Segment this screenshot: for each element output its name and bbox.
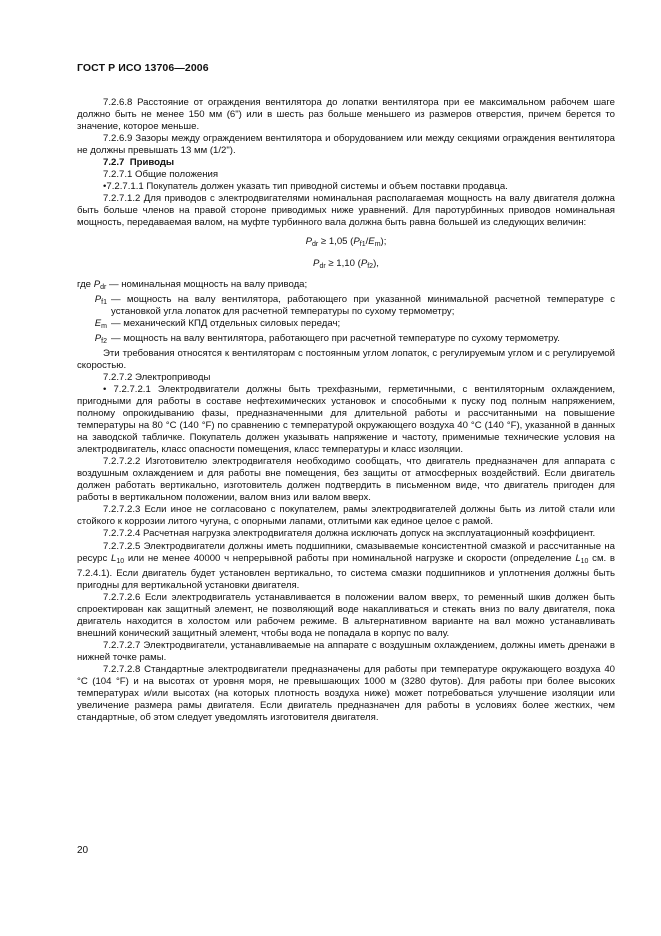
- section-number: 7.2.7: [103, 157, 125, 169]
- equations: [77, 235, 615, 274]
- paragraph-7-2-6-9: 7.2.6.9 Зазоры между ограждением вентилятора и оборудованием или между секциями ограждения вентилятора не должны превышать 13 мм (1/2").: [77, 133, 615, 157]
- paragraph-7-2-7-2-3: 7.2.7.2.3 Если иное не согласовано с покупателем, рамы электродвигателей должны быть из литой стали или стойкого к коррозии литого чугуна, с опорными лапами, отлитыми как единое целое с рамой.: [77, 504, 615, 528]
- paragraph-7-2-7-2-7: 7.2.7.2.7 Электродвигатели, устанавливаемые на аппарате с воздушным охлаждением, должны иметь дренажи в нижней точке рамы.: [77, 639, 615, 663]
- paragraph-7-2-6-8: 7.2.6.8 Расстояние от ограждения вентилятора до лопатки вентилятора при ее максимальном рабочем шаге должно быть не менее 150 мм (6") или в шесть раз больше меньшего из размеров отверстия, причем берется то значение, которое меньше.: [77, 97, 615, 133]
- document-page: [77, 62, 615, 724]
- page-number: 20: [77, 845, 89, 856]
- definition-pf1: $P_{f1}$ — мощность на валу вентилятора, работающего при указанной минимальной расчетной температуре с установкой угла лопаток для расчетной температуры по сухому термометру;: [94, 293, 615, 317]
- document-header: ГОСТ Р ИСО 13706—2006: [77, 62, 209, 74]
- section-heading-7-2-7: [77, 157, 615, 169]
- subsection-7-2-7-1: 7.2.7.1 Общие положения: [103, 169, 219, 181]
- paragraph-7-2-7-2-1: • 7.2.7.2.1 Электродвигатели должны быть трехфазными, герметичными, с вентиляторным охлаждением, пригодными для работы в составе нефтехимических установок и способными к пуску под полным напряжением, полному опрокидыванию фазы, предназначенными для длительной работы и рассчитанными на повышение температуры на 80 °С (140 °F) по сравнению с температурой окружающего воздуха 40 °С (140 °F), указанной в данных на заводской табличке. Покупатель должен указывать напряжение и частоту, применимые технические условия на электродвигатель, класс опасности помещения, класс температуры и класс изоляции.: [77, 383, 615, 456]
- paragraph-7-2-7-1-2: 7.2.7.1.2 Для приводов с электродвигателями номинальная располагаемая мощность на валу двигателя должна быть больше членов на правой стороне приводимых ниже уравнений. Для паротурбинных приводов номинальная мощность, передаваемая валом, на муфте турбинного вала должна быть равна большей из следующих величин:: [77, 193, 615, 229]
- paragraph-7-2-7-2-2: 7.2.7.2.2 Изготовителю электродвигателя необходимо сообщать, что двигатель предназначен для аппарата с воздушным охлаждением и для работы вне помещения, без защиты от атмосферных воздействий. Если двигатель должен работать вертикально, изготовитель должен подтвердить в письменном виде, что двигатель пригоден для работы в вертикальном положении, валом вниз или валом вверх.: [77, 456, 615, 504]
- paragraph-7-2-7-2-8: 7.2.7.2.8 Стандартные электродвигатели предназначены для работы при температуре окружающего воздуха 40 °С (104 °F) и на высотах от уровня моря, не превышающих 1000 м (3280 футов). Для работы при более высоких температурах и/или высотах (на которых плотность воздуха ниже) может потребоваться улучшение изоляции или увеличение размера рамы двигателя. Если двигатель предназначен для работы в условиях более жестких, чем стандартные, об этом следует уведомлять изготовителя двигателя.: [77, 663, 615, 724]
- definition-pf2: $P_{f2}$ — мощность на валу вентилятора, работающего при расчетной температуре по сухому термометру.: [94, 332, 560, 345]
- paragraph-7-2-7-2-5: 7.2.7.2.5 Электродвигатели должны иметь подшипники, смазываемые консистентной смазкой и рассчитанные на ресурс $L_{10}$ или не менее 40000 ч непрерывной работы при номинальной нагрузке и скорости (определение $L_{10}$ см. в 7.2.4.1). Если двигатель будет установлен вертикально, то система смазки подшипников и уплотнения должны быть пригодны для вертикальной установки двигателя.: [77, 540, 615, 591]
- paragraph-7-2-7-2-4: 7.2.7.2.4 Расчетная нагрузка электродвигателя должна исключать допуск на эксплуатационный коэффициент.: [103, 528, 596, 540]
- equation-2: $P_{dr} \ge 1,10$ $(P_{f2})$,: [313, 257, 379, 270]
- section-title: Приводы: [129, 157, 175, 169]
- definition-em: $E_m$ — механический КПД отдельных силовых передач;: [94, 317, 341, 330]
- symbol-definitions: [77, 279, 615, 348]
- paragraph-requirements: Эти требования относятся к вентиляторам с постоянным углом лопаток, с регулируемым углом и с регулируемой скоростью.: [77, 347, 615, 371]
- subsection-7-2-7-2: 7.2.7.2 Электроприводы: [103, 371, 211, 383]
- paragraph-7-2-7-2-6: 7.2.7.2.6 Если электродвигатель устанавливается в положении валом вверх, то ременный шкив должен быть спроектирован как защитный элемент, не позволяющий воде накапливаться и стекать вниз по валу двигателя, пока двигатель находится в холостом или рабочем режиме. В альтернативном варианте на вал можно устанавливать внешний конический защитный элемент, чтобы вода не попадала в корпус по валу.: [77, 591, 615, 639]
- equation-1: $P_{dr} \ge 1,05$ $(P_{f1}/E_m)$;: [305, 235, 387, 248]
- definition-pdr: где $P_{dr}$ — номинальная мощность на валу привода;: [77, 278, 308, 291]
- paragraph-7-2-7-1-1: •7.2.7.1.1 Покупатель должен указать тип приводной системы и объем поставки продавца.: [103, 181, 508, 193]
